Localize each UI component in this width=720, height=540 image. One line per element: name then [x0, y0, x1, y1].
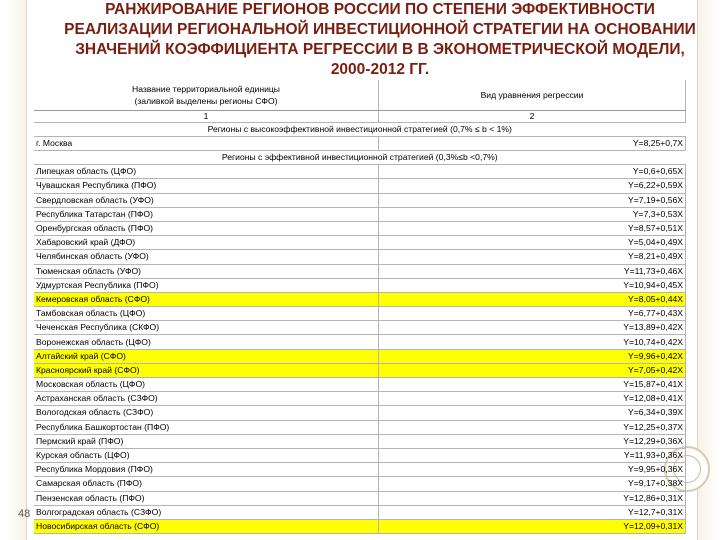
regression-equation: Y=12,08+0,41X: [379, 392, 686, 406]
region-name: Курская область (ЦФО): [34, 448, 379, 462]
regression-equation: Y=0,6+0,65X: [379, 165, 686, 179]
group-heading-effective: Регионы с эффективной инвестиционной стратегией (0,3%≤b <0,7%): [34, 151, 686, 165]
title-line-1: РАНЖИРОВАНИЕ РЕГИОНОВ РОССИИ ПО СТЕПЕНИ ЭФФЕКТИВНОСТИ: [105, 1, 655, 18]
regression-equation: Y=5,04+0,49X: [379, 236, 686, 250]
region-name: Тамбовская область (ЦФО): [34, 307, 379, 321]
region-name: Пермский край (ПФО): [34, 434, 379, 448]
regression-equation: Y=13,89+0,42X: [379, 321, 686, 335]
regression-equation: Y=7,05+0,42X: [379, 363, 686, 377]
regression-equation: Y=10,74+0,42X: [379, 335, 686, 349]
slide-frame-left: [8, 0, 27, 540]
table-header-row: [34, 80, 686, 111]
region-name: Новосибирская область (СФО): [34, 519, 379, 533]
regression-equation: Y=10,94+0,45X: [379, 278, 686, 292]
regression-equation: Y=6,34+0,39X: [379, 406, 686, 420]
group-heading-row: [34, 151, 686, 165]
region-name: Тюменская область (УФО): [34, 264, 379, 278]
region-name: Липецкая область (ЦФО): [34, 165, 379, 179]
table-row: [34, 477, 686, 491]
region-name: Оренбургская область (ПФО): [34, 221, 379, 235]
table-row: [34, 392, 686, 406]
regression-table: [34, 80, 686, 534]
regression-equation: Y=8,05+0,44X: [379, 292, 686, 306]
table-row: [34, 278, 686, 292]
region-name: Алтайский край (СФО): [34, 349, 379, 363]
header-region-line-2: (заливкой выделены регионы СФО): [134, 96, 278, 106]
group-heading-row: [34, 123, 686, 137]
table-row: [34, 307, 686, 321]
column-number-row: [34, 111, 686, 123]
regression-equation: Y=8,57+0,51X: [379, 221, 686, 235]
region-name: Хабаровский край (ДФО): [34, 236, 379, 250]
region-name: Воронежская область (ЦФО): [34, 335, 379, 349]
group-heading-high: Регионы с высокоэффективной инвестиционной стратегией (0,7% ≤ b < 1%): [34, 123, 686, 137]
title-line-2: РЕАЛИЗАЦИИ РЕГИОНАЛЬНОЙ ИНВЕСТИЦИОННОЙ СТРАТЕГИИ НА ОСНОВАНИИ: [64, 21, 696, 38]
regression-equation: Y=12,86+0,31X: [379, 491, 686, 505]
region-name: Вологодская область (СЗФО): [34, 406, 379, 420]
regression-equation: Y=6,77+0,43X: [379, 307, 686, 321]
region-name: Республика Татарстан (ПФО): [34, 207, 379, 221]
table-row: [34, 165, 686, 179]
table-row: [34, 406, 686, 420]
table-row: [34, 264, 686, 278]
regression-equation: Y=7,3+0,53X: [379, 207, 686, 221]
region-name: Кемеровская область (СФО): [34, 292, 379, 306]
title-line-3: ЗНАЧЕНИЙ КОЭФФИЦИЕНТА РЕГРЕССИИ B В ЭКОНОМЕТРИЧЕСКОЙ МОДЕЛИ,: [75, 41, 685, 58]
header-equation: Вид уравнения регрессии: [379, 80, 686, 111]
table-row: [34, 363, 686, 377]
region-name: Пензенская область (ПФО): [34, 491, 379, 505]
region-name: Челябинская область (УФО): [34, 250, 379, 264]
regression-equation: Y=15,87+0,41X: [379, 378, 686, 392]
regression-equation: Y=12,09+0,31X: [379, 519, 686, 533]
regression-equation: Y=9,96+0,42X: [379, 349, 686, 363]
table-row: [34, 420, 686, 434]
regression-equation: Y=9,17+0,38X: [379, 477, 686, 491]
table-row: [34, 250, 686, 264]
region-name: Чеченская Республика (СКФО): [34, 321, 379, 335]
regression-equation: Y=12,7+0,31X: [379, 505, 686, 519]
table-row: [34, 292, 686, 306]
header-region: [34, 80, 379, 111]
region-name: Удмуртская Республика (ПФО): [34, 278, 379, 292]
table-row: [34, 434, 686, 448]
header-region-line-1: Название территориальной единицы: [131, 84, 280, 94]
table-row: [34, 335, 686, 349]
table-row: [34, 505, 686, 519]
regression-equation: Y=7,19+0,56X: [379, 193, 686, 207]
table-row: [34, 349, 686, 363]
table-row: [34, 519, 686, 533]
title-line-4: 2000-2012 ГГ.: [330, 61, 430, 78]
regression-equation: Y=11,93+0,36X: [379, 448, 686, 462]
region-name: Республика Мордовия (ПФО): [34, 463, 379, 477]
slide-number: 48: [18, 508, 31, 520]
region-name: Волгоградская область (СЗФО): [34, 505, 379, 519]
table-row: [34, 137, 686, 151]
region-name: Самарская область (ПФО): [34, 477, 379, 491]
table-row: [34, 321, 686, 335]
table-row: [34, 221, 686, 235]
region-name: г. Москва: [34, 137, 379, 151]
regression-equation: Y=9,95+0,36X: [379, 463, 686, 477]
region-name: Чувашская Республика (ПФО): [34, 179, 379, 193]
table-row: [34, 193, 686, 207]
regression-equation: Y=12,25+0,37X: [379, 420, 686, 434]
regression-equation: Y=8,21+0,49X: [379, 250, 686, 264]
region-name: Московская область (ЦФО): [34, 378, 379, 392]
table-row: [34, 491, 686, 505]
table-row: [34, 236, 686, 250]
table-row: [34, 448, 686, 462]
regression-equation: Y=6,22+0,59X: [379, 179, 686, 193]
table-row: [34, 378, 686, 392]
column-number-2: 2: [379, 111, 686, 123]
slide-title: [40, 0, 720, 80]
regression-equation: Y=11,73+0,46X: [379, 264, 686, 278]
region-name: Красноярский край (СФО): [34, 363, 379, 377]
table-row: [34, 207, 686, 221]
table-row: [34, 463, 686, 477]
region-name: Астраханская область (СЗФО): [34, 392, 379, 406]
region-name: Республика Башкортостан (ПФО): [34, 420, 379, 434]
regression-equation: Y=12,29+0,36X: [379, 434, 686, 448]
region-name: Свердловская область (УФО): [34, 193, 379, 207]
regression-equation: Y=8,25+0,7X: [379, 137, 686, 151]
table-row: [34, 179, 686, 193]
column-number-1: 1: [34, 111, 379, 123]
